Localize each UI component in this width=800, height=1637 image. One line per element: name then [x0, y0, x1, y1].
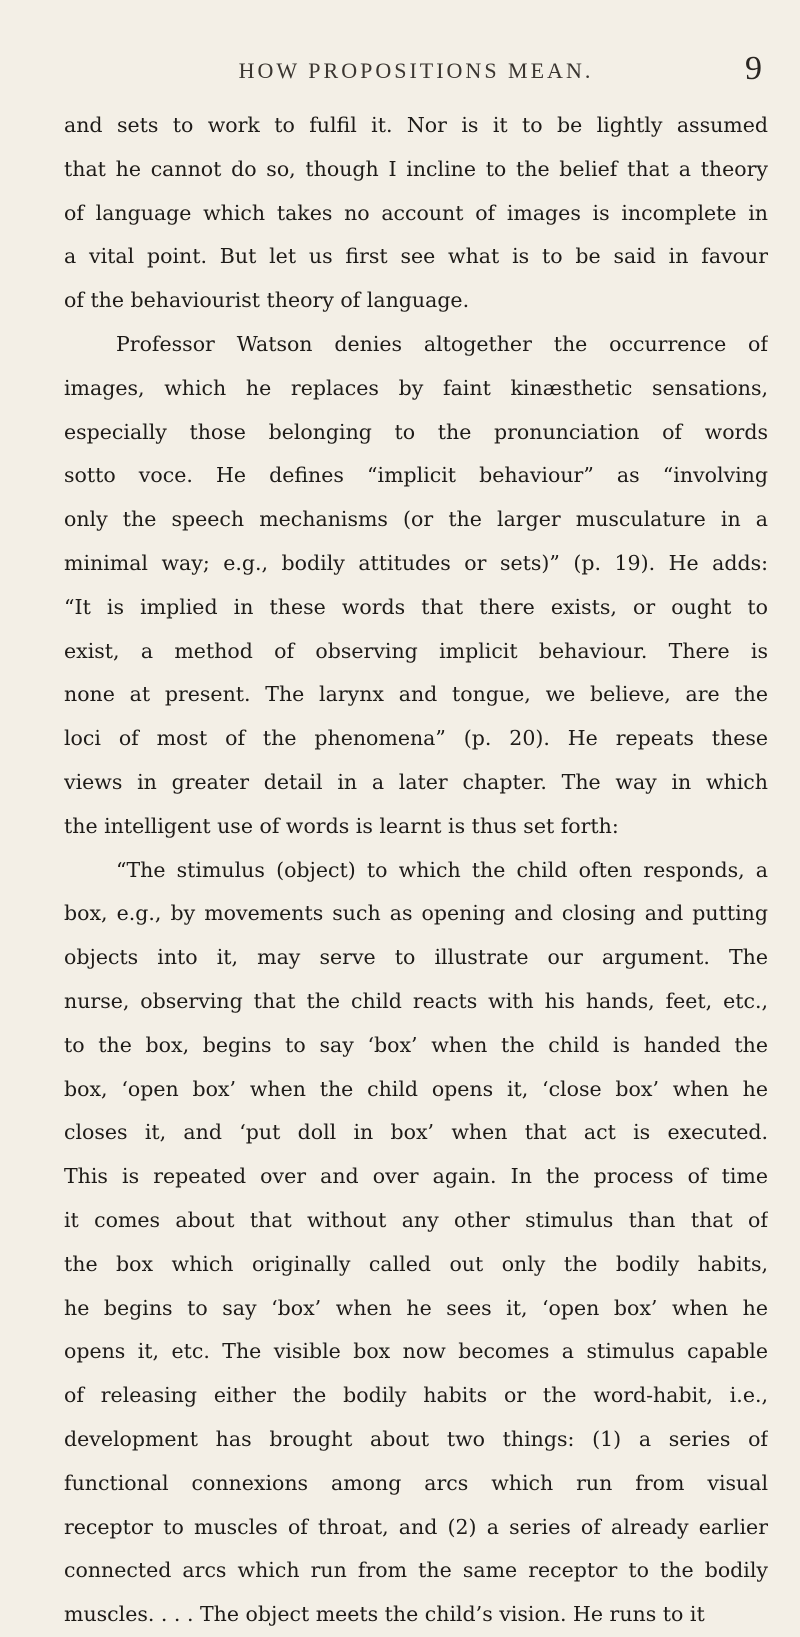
text-line: development has brought about two things: (1) a series of	[64, 1426, 768, 1451]
text-line: he begins to say ‘box’ when he sees it, ‘open box’ when he	[64, 1295, 768, 1320]
text-line: sotto voce. He defines “implicit behaviour” as “involving	[64, 463, 768, 488]
text-line: functional connexions among arcs which run from visual	[64, 1470, 768, 1495]
text-line: exist, a method of observing implicit behaviour. There is	[64, 638, 768, 663]
text-line: the intelligent use of words is learnt is thus set forth:	[64, 813, 619, 838]
text-line: receptor to muscles of throat, and (2) a series of already earlier	[64, 1514, 768, 1539]
text-line: connected arcs which run from the same receptor to the bodily	[64, 1558, 768, 1583]
text-line: to the box, begins to say ‘box’ when the child is handed the	[64, 1032, 768, 1057]
text-line: box, ‘open box’ when the child opens it, ‘close box’ when he	[64, 1076, 768, 1101]
text-line: minimal way; e.g., bodily attitudes or sets)” (p. 19). He adds:	[64, 550, 768, 575]
text-line: nurse, observing that the child reacts with his hands, feet, etc.,	[64, 988, 768, 1013]
text-line: This is repeated over and over again. In the process of time	[64, 1164, 768, 1189]
text-line: and sets to work to fulfil it. Nor is it to be lightly assumed	[64, 113, 768, 137]
running-title: HOW PROPOSITIONS MEAN.	[238, 58, 594, 83]
text-line: views in greater detail in a later chapter. The way in which	[64, 769, 768, 794]
text-line: a vital point. But let us first see what is to be said in favour	[64, 244, 768, 269]
text-line: of releasing either the bodily habits or the word-habit, i.e.,	[64, 1383, 768, 1408]
text-line: none at present. The larynx and tongue, we believe, are the	[64, 682, 768, 707]
page-number: 9	[745, 50, 762, 87]
text-line: of language which takes no account of images is incomplete in	[64, 200, 768, 225]
text-line: Professor Watson denies altogether the occurrence of	[116, 331, 768, 356]
text-line: only the speech mechanisms (or the larger musculature in a	[64, 507, 768, 532]
text-line: opens it, etc. The visible box now becomes a stimulus capable	[64, 1339, 768, 1364]
text-line: that he cannot do so, though I incline to the belief that a theory	[64, 156, 768, 181]
text-line: loci of most of the phenomena” (p. 20). He repeats these	[64, 726, 768, 751]
text-line: box, e.g., by movements such as opening and closing and putting	[64, 901, 768, 926]
text-line: of the behaviourist theory of language.	[64, 288, 470, 313]
text-line: images, which he replaces by faint kinæsthetic sensations,	[64, 375, 768, 400]
text-line: “The stimulus (object) to which the child often responds, a	[116, 857, 768, 882]
text-line: muscles. . . . The object meets the child’s vision. He runs to it	[64, 1602, 705, 1627]
text-line: the box which originally called out only the bodily habits,	[64, 1251, 768, 1276]
text-line: it comes about that without any other stimulus than that of	[64, 1207, 768, 1232]
text-line: “It is implied in these words that there exists, or ought to	[64, 594, 768, 619]
running-head	[64, 50, 768, 94]
text-line: closes it, and ‘put doll in box’ when that act is executed.	[64, 1120, 768, 1145]
text-line: especially those belonging to the pronunciation of words	[64, 419, 768, 444]
text-line: objects into it, may serve to illustrate our argument. The	[64, 945, 768, 970]
body-text	[64, 104, 768, 1637]
